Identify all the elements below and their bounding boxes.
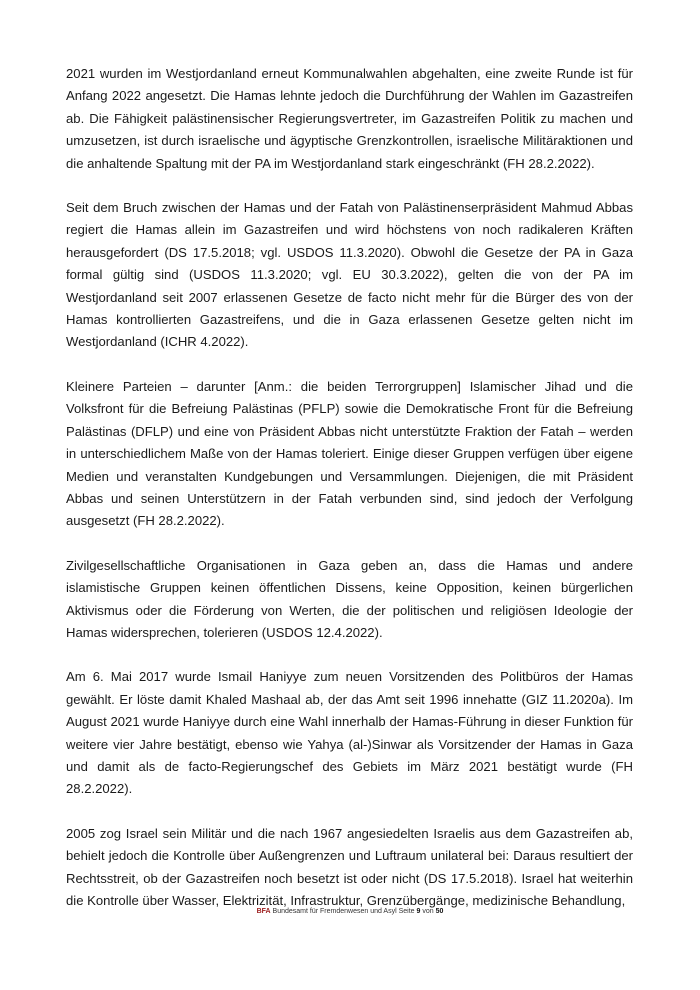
page-number-current: 9 — [416, 908, 421, 915]
paragraph-israel-withdrawal: 2005 zog Israel sein Militär und die nach 1967 angesiedelten Israelis aus dem Gazastreifen ab, behielt jedoch die Kontrolle über Außengrenzen und Luftraum unilateral bei: Daraus resultiert der Rechtsstreit, ob der Gazastreifen noch besetzt ist oder nicht (DS 17.5.2018). Israel hat weiterhin die Kontrolle über Wasser, Elektrizität, Infrastruktur, Grenzübergänge, medizinische Behandlung, — [66, 825, 633, 908]
paragraph-elections: 2021 wurden im Westjordanland erneut Kommunalwahlen abgehalten, eine zweite Runde ist für Anfang 2022 angesetzt. Die Hamas lehnte jedoch die Durchführung der Wahlen im Gazastreifen ab. Die Fähigkeit palästinensischer Regierungsvertreter, im Gazastreifen Politik zu machen und umzusetzen, ist durch israelische und ägyptische Grenzkontrollen, israelische Militäraktionen und die anhaltende Spaltung mit der PA im Westjordanland stark eingeschränkt (FH 28.2.2022). — [66, 66, 633, 171]
footer-page-separator: von — [420, 908, 436, 915]
footer-organization: Bundesamt für Fremdenwesen und Asyl Seite — [270, 908, 417, 915]
page-footer — [0, 907, 700, 917]
paragraph-leadership: Am 6. Mai 2017 wurde Ismail Haniyye zum neuen Vorsitzenden des Politbüros der Hamas gewählt. Er löste damit Khaled Mashaal ab, der das Amt seit 1996 innehatte (GIZ 11.2020a). Im August 2021 wurde Haniyye durch eine Wahl innerhalb der Hamas-Führung in dieser Funktion für weitere vier Jahre bestätigt, ebenso wie Yahya (al-)Sinwar als Vorsitzender der Hamas in Gaza und damit als de facto-Regierungschef des Gebiets im März 2021 bestätigt wurde (FH 28.2.2022). — [66, 669, 633, 797]
paragraph-smaller-parties: Kleinere Parteien – darunter [Anm.: die beiden Terrorgruppen] Islamischer Jihad und die Volksfront für die Befreiung Palästinas (PFLP) sowie die Demokratische Front für die Befreiung Palästinas (DFLP) und eine von Präsident Abbas nicht unterstützte Fraktion der Fatah – werden in unterschiedlichem Maße von der Hamas toleriert. Einige dieser Gruppen verfügen über eigene Medien und veranstalten Kundgebungen und Versammlungen. Diejenigen, die mit Präsident Abbas und seinen Unterstützern in der Fatah verbunden sind, sind jedoch der Verfolgung ausgesetzt (FH 28.2.2022). — [66, 378, 633, 529]
paragraph-hamas-fatah-split: Seit dem Bruch zwischen der Hamas und der Fatah von Palästinenserpräsident Mahmud Abbas regiert die Hamas allein im Gazastreifen und wird höchstens von noch radikaleren Kräften herausgefordert (DS 17.5.2018; vgl. USDOS 11.3.2020). Obwohl die Gesetze der PA in Gaza formal gültig sind (USDOS 11.3.2020; vgl. EU 30.3.2022), gelten die von der PA im Westjordanland seit 2007 erlassenen Gesetze de facto nicht mehr für die Bürger des von der Hamas kontrollierten Gazastreifens, und die in Gaza erlassenen Gesetze gelten nicht im Westjordanland (ICHR 4.2022). — [66, 200, 633, 350]
page-body — [66, 63, 633, 934]
page-number-total: 50 — [435, 908, 444, 915]
paragraph-civil-society: Zivilgesellschaftliche Organisationen in Gaza geben an, dass die Hamas und andere islamistische Gruppen keinen öffentlichen Dissens, keine Opposition, keinen bürgerlichen Aktivismus oder die Förderung von Werten, die der politischen und religiösen Ideologie der Hamas widersprechen, tolerieren (USDOS 12.4.2022). — [66, 557, 633, 640]
bfa-logo: BFA — [256, 908, 271, 915]
